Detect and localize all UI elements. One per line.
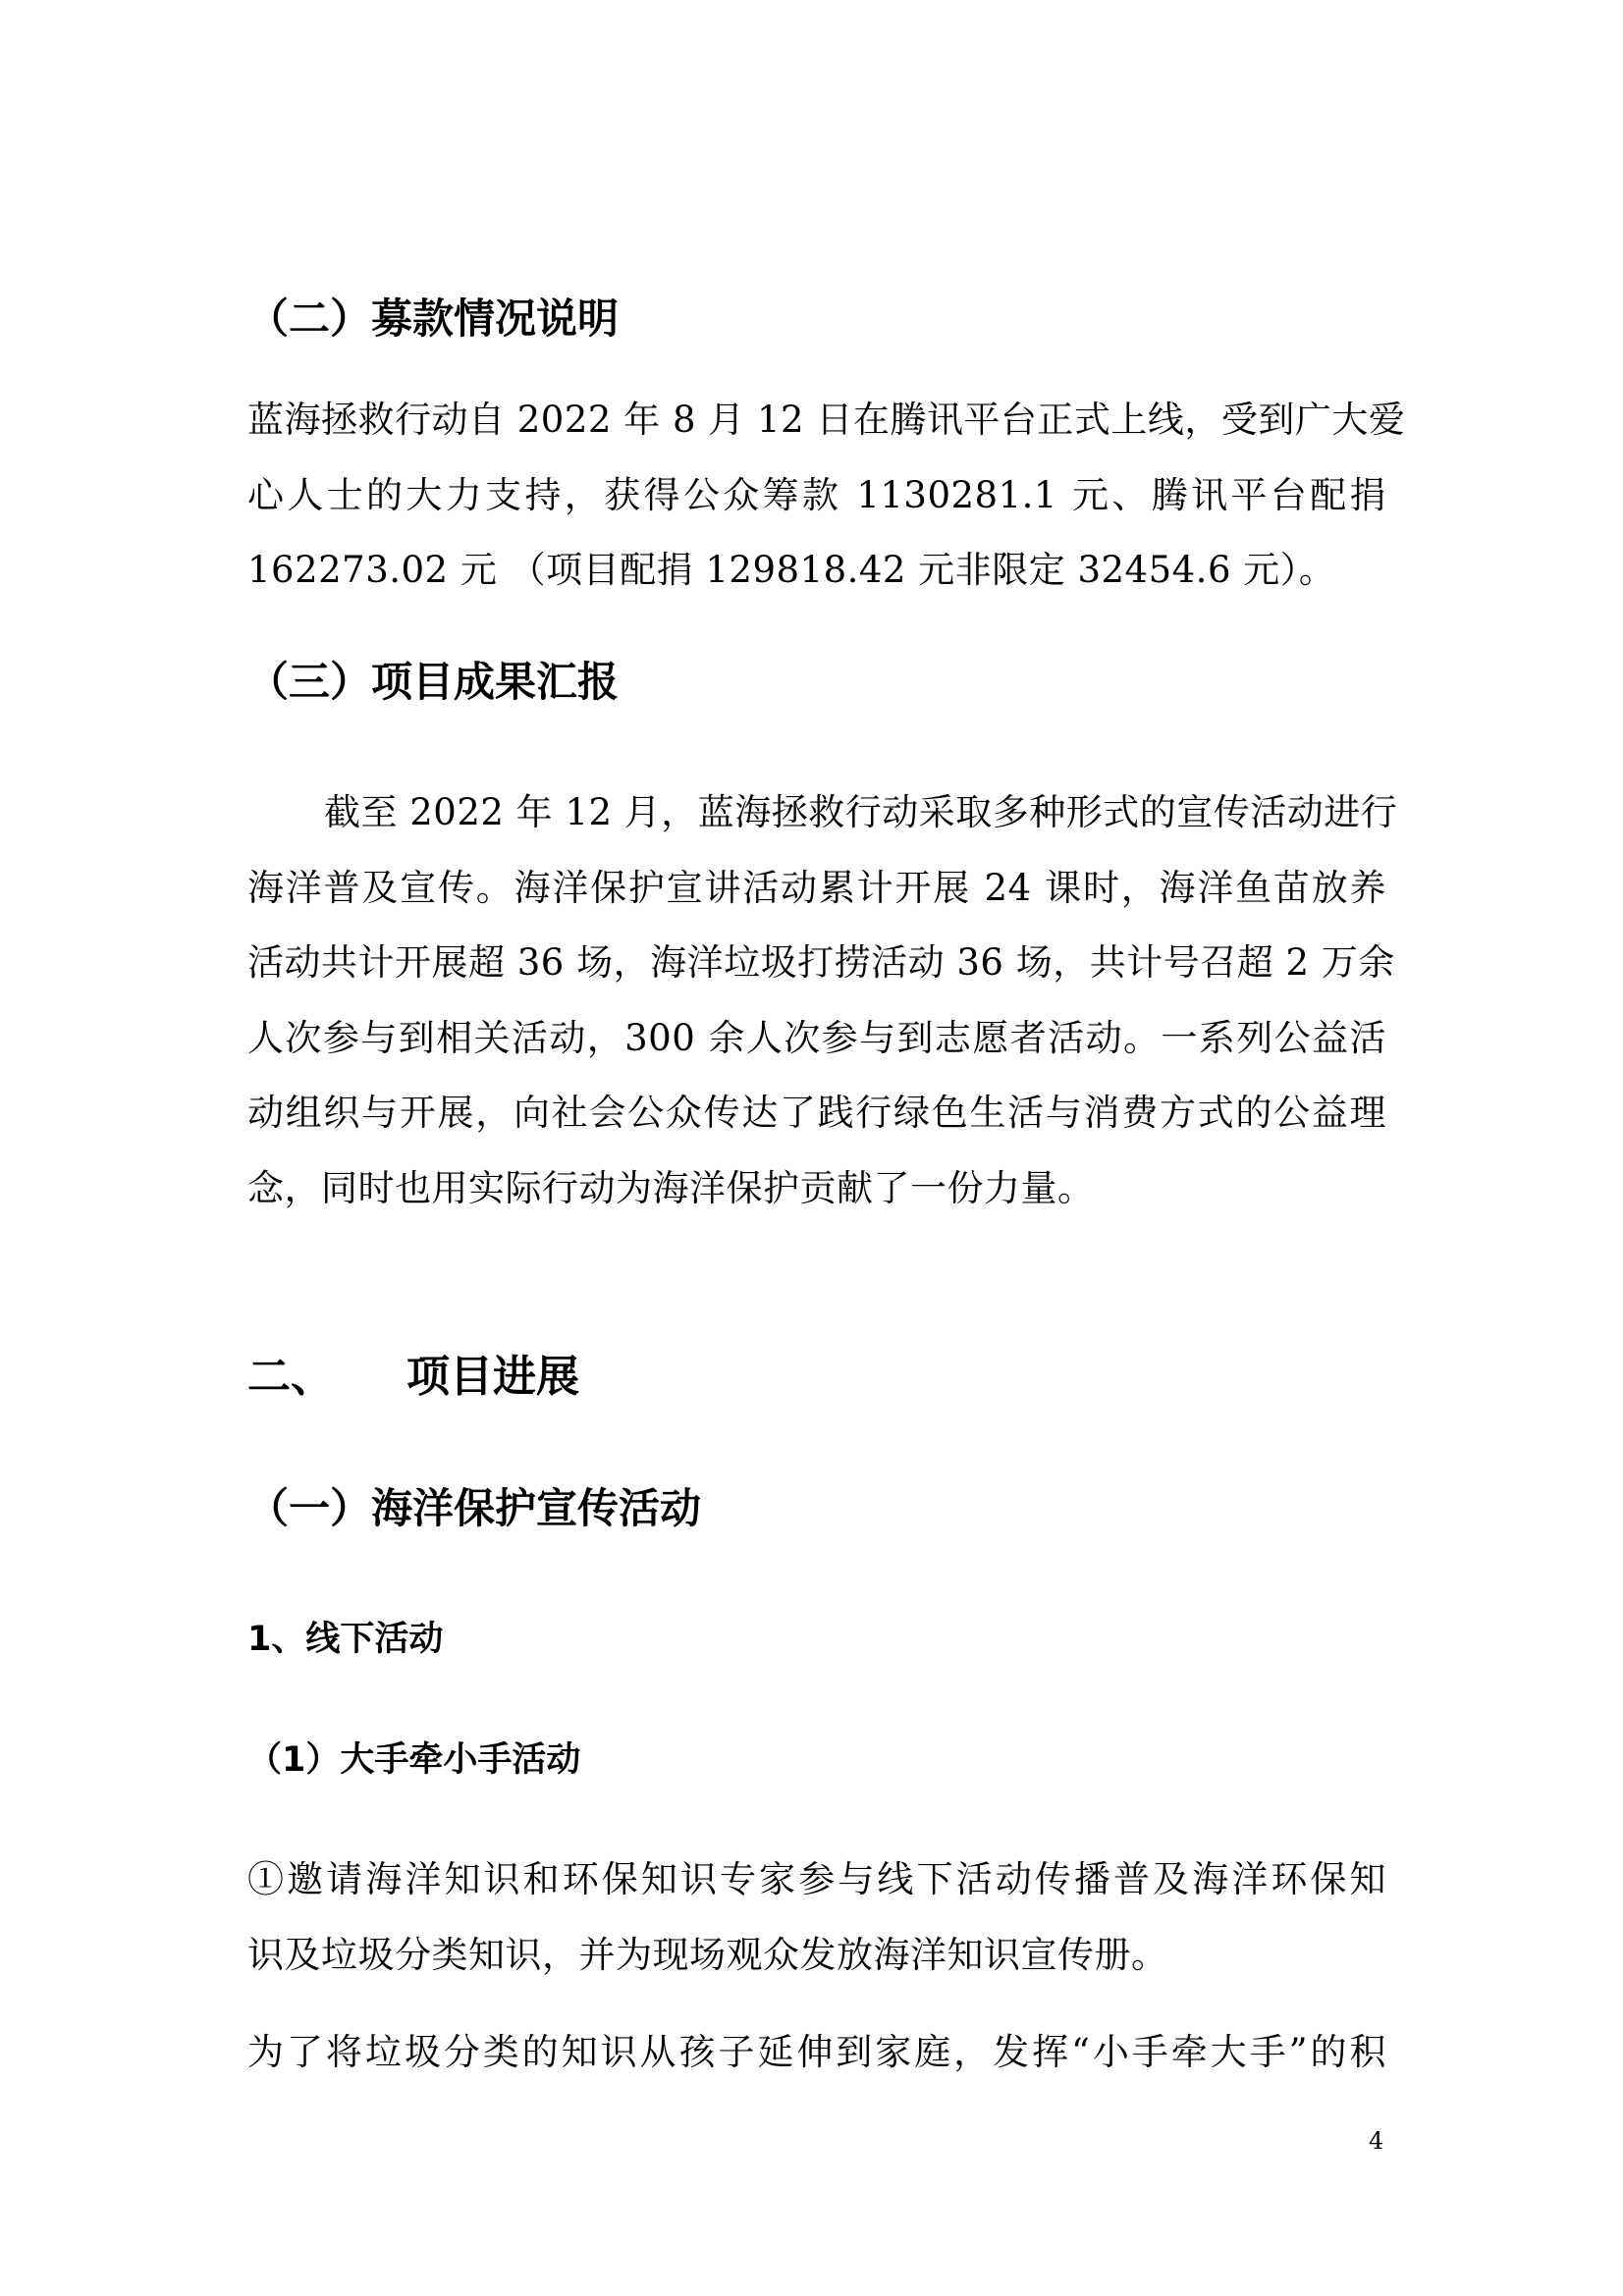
heading-offline-activities: 1、线下活动 xyxy=(247,1620,444,1659)
paragraph-line: ①邀请海洋知识和环保知识专家参与线下活动传播普及海洋环保知 xyxy=(247,1858,1386,1900)
heading-big-hand-small-hand: （1）大手牵小手活动 xyxy=(247,1740,581,1780)
paragraph-line: 蓝海拯救行动自 2022 年 8 月 12 日在腾讯平台正式上线，受到广大爱 xyxy=(247,399,1406,441)
section-number: 二、 xyxy=(247,1352,334,1402)
heading-ocean-promotion: （一）海洋保护宣传活动 xyxy=(247,1484,702,1532)
page-number: 4 xyxy=(1369,2127,1384,2155)
paragraph-line: 为了将垃圾分类的知识从孩子延伸到家庭，发挥“小手牵大手”的积 xyxy=(247,2031,1386,2073)
paragraph-line: 162273.02 元 （项目配捐 129818.42 元非限定 32454.6 元）。 xyxy=(247,549,1336,591)
paragraph-line: 海洋普及宣传。海洋保护宣讲活动累计开展 24 课时，海洋鱼苗放养 xyxy=(247,867,1386,909)
paragraph-line: 识及垃圾分类知识，并为现场观众发放海洋知识宣传册。 xyxy=(247,1934,1168,1976)
paragraph-line: 截至 2022 年 12 月，蓝海拯救行动采取多种形式的宣传活动进行 xyxy=(324,791,1398,833)
section-title: 项目进展 xyxy=(406,1352,579,1402)
heading-project-progress xyxy=(247,1353,579,1402)
paragraph-line: 心人士的大力支持，获得公众筹款 1130281.1 元、腾讯平台配捐 xyxy=(247,474,1386,516)
paragraph-line: 念，同时也用实际行动为海洋保护贡献了一份力量。 xyxy=(247,1167,1095,1209)
paragraph-line: 人次参与到相关活动，300 余人次参与到志愿者活动。一系列公益活 xyxy=(247,1017,1386,1059)
heading-fundraising: （二）募款情况说明 xyxy=(247,294,620,343)
paragraph-line: 动组织与开展，向社会公众传达了践行绿色生活与消费方式的公益理 xyxy=(247,1092,1386,1134)
heading-results: （三）项目成果汇报 xyxy=(247,658,620,706)
paragraph-line: 活动共计开展超 36 场，海洋垃圾打捞活动 36 场，共计号召超 2 万余 xyxy=(247,941,1395,984)
